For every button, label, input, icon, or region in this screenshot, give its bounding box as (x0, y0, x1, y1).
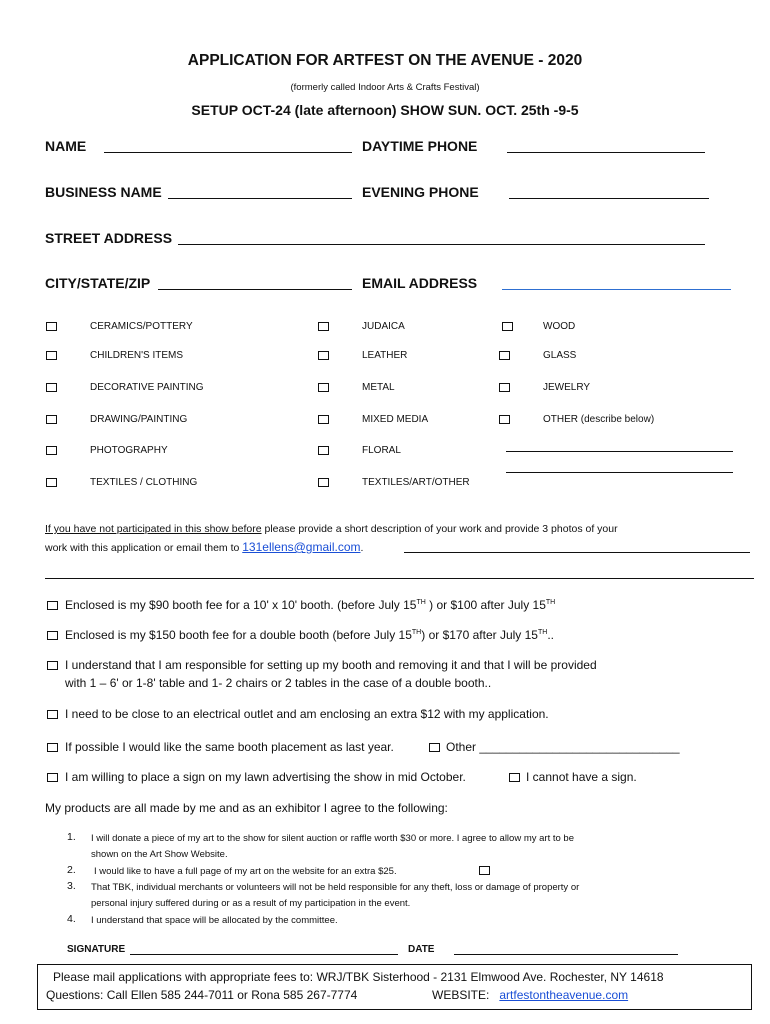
name-label: NAME (45, 138, 87, 154)
checkbox-lawn-sign[interactable] (47, 773, 58, 782)
checkbox-no-sign[interactable] (509, 773, 520, 782)
city-state-zip-label: CITY/STATE/ZIP (45, 275, 151, 291)
date-label: DATE (408, 944, 435, 955)
checkbox-photography[interactable] (46, 446, 57, 455)
category-label: TEXTILES/ART/OTHER (362, 477, 470, 488)
category-label: FLORAL (362, 445, 401, 456)
signature-field[interactable] (130, 954, 398, 955)
checkbox-judaica[interactable] (318, 322, 329, 331)
checkbox-double-booth[interactable] (47, 631, 58, 640)
agreement-item-1-line-1: I will donate a piece of my art to the show for silent auction or raffle worth $30 or more. I agree to allow my art to be (91, 833, 574, 844)
category-label: MIXED MEDIA (362, 414, 429, 425)
option-single-booth (65, 598, 555, 612)
agreement-intro: My products are all made by me and as an exhibitor I agree to the following: (45, 801, 448, 815)
option-text: ) or $100 after July 15 (425, 598, 546, 612)
checkbox-metal[interactable] (318, 383, 329, 392)
option-text: Enclosed is my $90 booth fee for a 10' x 10' booth. (before July 15 (65, 598, 417, 612)
superscript: TH (537, 629, 548, 636)
signature-label: SIGNATURE (67, 944, 126, 955)
city-state-zip-field[interactable] (158, 289, 352, 290)
category-label: METAL (362, 382, 395, 393)
contact-email-link[interactable]: 131ellens@gmail.com (242, 540, 361, 554)
new-participant-line-1 (45, 523, 618, 535)
other-describe-line-2[interactable] (506, 472, 733, 473)
checkbox-single-booth[interactable] (47, 601, 58, 610)
period: . (360, 542, 364, 554)
street-address-label: STREET ADDRESS (45, 230, 173, 246)
category-label: LEATHER (362, 350, 408, 361)
description-line-1[interactable] (404, 552, 750, 553)
item-number: 3. (67, 880, 76, 892)
checkbox-responsibility[interactable] (47, 661, 58, 670)
option-text: Enclosed is my $150 booth fee for a double booth (before July 15 (65, 628, 412, 642)
form-subtitle: (formerly called Indoor Arts & Crafts Festival) (290, 82, 480, 93)
new-participant-text-2: work with this application or email them to (45, 542, 243, 554)
checkbox-other[interactable] (499, 415, 510, 424)
category-label: JUDAICA (362, 321, 405, 332)
option-text: .. (547, 628, 554, 642)
website-info (432, 988, 628, 1002)
business-name-field[interactable] (168, 198, 352, 199)
evening-phone-label: EVENING PHONE (362, 184, 479, 200)
checkbox-glass[interactable] (499, 351, 510, 360)
checkbox-full-page-art[interactable] (479, 866, 490, 875)
website-link[interactable]: artfestontheavenue.com (499, 988, 629, 1002)
business-name-label: BUSINESS NAME (45, 184, 162, 200)
agreement-item-4: I understand that space will be allocated by the committee. (91, 915, 338, 926)
option-text: ) or $170 after July 15 (421, 628, 538, 642)
checkbox-leather[interactable] (318, 351, 329, 360)
option-other-placement: Other ______________________________ (446, 740, 680, 754)
category-label: CERAMICS/POTTERY (90, 321, 193, 332)
option-responsibility-line-2: with 1 – 6' or 1-8' table and 1- 2 chairs or 2 tables in the case of a double booth.. (65, 676, 492, 690)
checkbox-decorative-painting[interactable] (46, 383, 57, 392)
item-number: 4. (67, 913, 76, 925)
category-label: CHILDREN'S ITEMS (90, 350, 184, 361)
category-label: DRAWING/PAINTING (90, 414, 188, 425)
checkbox-mixed-media[interactable] (318, 415, 329, 424)
email-address-label: EMAIL ADDRESS (362, 275, 478, 291)
superscript: TH (411, 629, 422, 636)
daytime-phone-label: DAYTIME PHONE (362, 138, 478, 154)
street-address-field[interactable] (178, 244, 705, 245)
other-describe-line-1[interactable] (506, 451, 733, 452)
option-same-placement: If possible I would like the same booth placement as last year. (65, 740, 394, 754)
option-responsibility-line-1: I understand that I am responsible for setting up my booth and removing it and that I will be provided (65, 658, 597, 672)
checkbox-jewelry[interactable] (499, 383, 510, 392)
mailing-info-box (37, 964, 752, 1010)
option-no-sign: I cannot have a sign. (526, 770, 637, 784)
superscript: TH (545, 599, 556, 606)
checkbox-same-placement[interactable] (47, 743, 58, 752)
date-field[interactable] (454, 954, 678, 955)
agreement-item-3-line-2: personal injury suffered during or as a result of my participation in the event. (91, 898, 411, 909)
checkbox-ceramics[interactable] (46, 322, 57, 331)
description-line-2[interactable] (45, 578, 754, 579)
new-participant-text: please provide a short description of your work and provide 3 photos of your (261, 523, 618, 535)
email-address-field[interactable] (502, 289, 731, 290)
form-title: APPLICATION FOR ARTFEST ON THE AVENUE - 2020 (187, 52, 583, 69)
category-label: GLASS (543, 350, 577, 361)
option-lawn-sign: I am willing to place a sign on my lawn advertising the show in mid October. (65, 770, 466, 784)
checkbox-floral[interactable] (318, 446, 329, 455)
superscript: TH (416, 599, 426, 606)
website-label: WEBSITE: (432, 988, 490, 1002)
category-label: OTHER (describe below) (543, 414, 655, 425)
new-participant-underlined: If you have not participated in this show before (45, 523, 262, 535)
checkbox-wood[interactable] (502, 322, 513, 331)
item-number: 1. (67, 831, 76, 843)
category-label: TEXTILES / CLOTHING (90, 477, 198, 488)
new-participant-line-2 (45, 540, 363, 554)
checkbox-textiles-art-other[interactable] (318, 478, 329, 487)
category-label: JEWELRY (543, 382, 591, 393)
checkbox-drawing-painting[interactable] (46, 415, 57, 424)
daytime-phone-field[interactable] (507, 152, 705, 153)
evening-phone-field[interactable] (509, 198, 709, 199)
checkbox-electrical-outlet[interactable] (47, 710, 58, 719)
questions-contact: Questions: Call Ellen 585 244-7011 or Rona 585 267-7774 (46, 988, 358, 1002)
name-field[interactable] (104, 152, 352, 153)
mailing-address: Please mail applications with appropriate fees to: WRJ/TBK Sisterhood - 2131 Elmwood Ave. Rochester, NY 14618 (53, 970, 664, 984)
category-label: PHOTOGRAPHY (90, 445, 168, 456)
checkbox-childrens-items[interactable] (46, 351, 57, 360)
checkbox-textiles-clothing[interactable] (46, 478, 57, 487)
category-label: WOOD (543, 321, 576, 332)
setup-dates: SETUP OCT-24 (late afternoon) SHOW SUN. OCT. 25th -9-5 (191, 102, 579, 118)
agreement-item-3-line-1: That TBK, individual merchants or volunteers will not be held responsible for any theft, loss or damage of property or (91, 882, 580, 893)
option-double-booth (65, 628, 554, 642)
agreement-item-1-line-2: shown on the Art Show Website. (91, 849, 228, 860)
agreement-item-2: I would like to have a full page of my art on the website for an extra $25. (94, 866, 397, 877)
option-electrical-outlet: I need to be close to an electrical outlet and am enclosing an extra $12 with my application. (65, 707, 549, 721)
checkbox-other-placement[interactable] (429, 743, 440, 752)
item-number: 2. (67, 864, 76, 876)
category-label: DECORATIVE PAINTING (90, 382, 204, 393)
